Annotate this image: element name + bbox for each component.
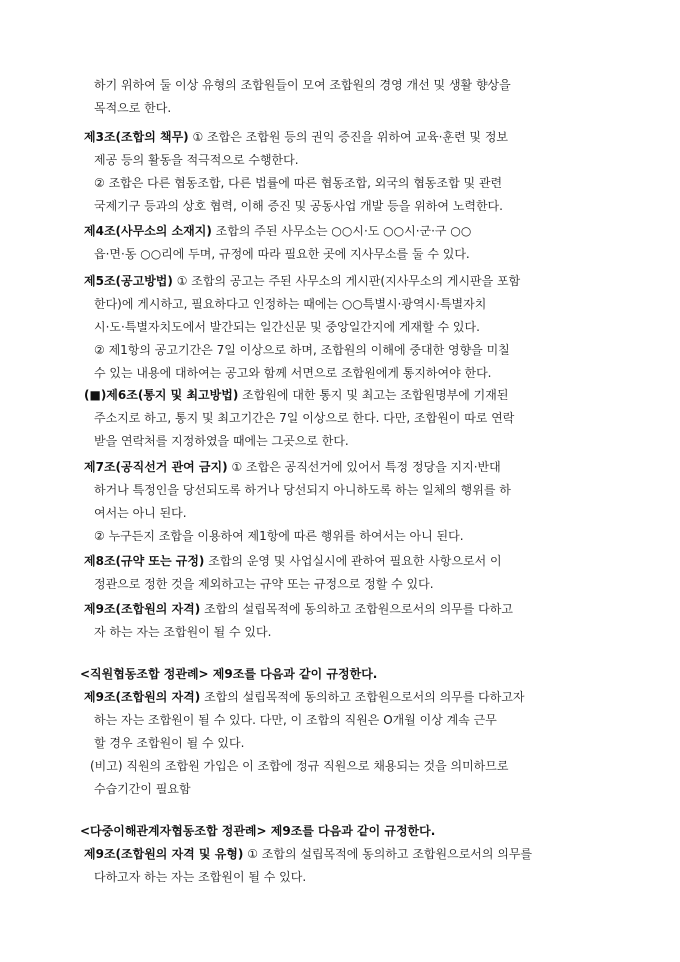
article-text: 읍·면·동 ○○리에 두며, 규정에 따라 필요한 곳에 지사무소를 둘 수 있다. <box>94 247 470 261</box>
staff-coop-section <box>80 663 596 686</box>
article-text: 조합의 운영 및 사업실시에 관하여 필요한 사항으로서 이 <box>208 554 502 568</box>
note-text: (비고) 직원의 조합원 가입은 이 조합에 정규 직원으로 채용되는 것을 의미하므로 <box>90 759 509 773</box>
article-5 <box>84 270 600 385</box>
section-heading: <다중이해관계자협동조합 정관례> 제9조를 다음과 같이 규정한다. <box>80 824 436 838</box>
article-text: ① 조합은 조합원 등의 권익 증진을 위하여 교육·훈련 및 정보 <box>192 130 509 144</box>
article-text: 자 하는 자는 조합원이 될 수 있다. <box>94 625 272 639</box>
article-6 <box>84 384 600 453</box>
article-text: 다하고자 하는 자는 조합원이 될 수 있다. <box>94 870 307 884</box>
article-text: 제공 등의 활동을 적극적으로 수행한다. <box>94 153 299 167</box>
article-text: 받을 연락처를 지정하였을 때에는 그곳으로 한다. <box>94 434 349 448</box>
article-title: 제9조(조합원의 자격) <box>84 690 201 704</box>
article-title: 제5조(공고방법) <box>84 274 173 288</box>
article-7 <box>84 456 600 548</box>
article-4 <box>84 220 600 266</box>
article-text: 할 경우 조합원이 될 수 있다. <box>94 736 245 750</box>
article-text: ② 누구든지 조합을 이용하여 제1항에 따른 행위를 하여서는 아니 된다. <box>94 529 464 543</box>
article-text: 여서는 아니 된다. <box>94 506 187 520</box>
article-title: 제7조(공직선거 관여 금지) <box>84 460 228 474</box>
article-text: ② 제1항의 공고기간은 7일 이상으로 하며, 조합원의 이해에 중대한 영향을 미칠 <box>94 343 510 357</box>
article-title: 제9조(조합원의 자격 및 유형) <box>84 847 244 861</box>
article-text: 조합원에 대한 통지 및 최고는 조합원명부에 기재된 <box>242 388 509 402</box>
article-title: 제8조(규약 또는 규정) <box>84 554 205 568</box>
intro-line: 하기 위하여 둘 이상 유형의 조합원들이 모여 조합원의 경영 개선 및 생활 향상을 <box>94 78 511 92</box>
article-title: 제4조(사무소의 소재지) <box>84 224 212 238</box>
article-3 <box>84 126 600 218</box>
intro-paragraph <box>84 74 600 120</box>
article-text: 주소지로 하고, 통지 및 최고기간은 7일 이상으로 한다. 다만, 조합원이 따로 연락 <box>94 411 515 425</box>
article-text: 조합의 설립목적에 동의하고 조합원으로서의 의무를 다하고 <box>204 602 513 616</box>
note-text: 수습기간이 필요함 <box>94 782 191 796</box>
article-title: (■)제6조(통지 및 최고방법) <box>84 388 239 402</box>
article-text: 정관으로 정한 것을 제외하고는 규약 또는 규정으로 정할 수 있다. <box>94 577 434 591</box>
article-text: 수 있는 내용에 대하여는 공고와 함께 서면으로 조합원에게 통지하여야 한다. <box>94 366 492 380</box>
multi-stakeholder-article-9 <box>84 843 600 889</box>
article-9 <box>84 598 600 644</box>
article-text: ② 조합은 다른 협동조합, 다른 법률에 따른 협동조합, 외국의 협동조합 및 관련 <box>94 176 503 190</box>
article-text: 조합의 설립목적에 동의하고 조합원으로서의 의무를 다하고자 <box>204 690 525 704</box>
multi-stakeholder-section <box>80 820 596 843</box>
article-text: 한다)에 게시하고, 필요하다고 인정하는 때에는 ○○특별시·광역시·특별자치 <box>94 297 487 311</box>
article-text: 하는 자는 조합원이 될 수 있다. 다만, 이 조합의 직원은 O개월 이상 계속 근무 <box>94 713 497 727</box>
article-8 <box>84 550 600 596</box>
article-text: 조합의 주된 사무소는 ○○시·도 ○○시·군·구 ○○ <box>215 224 472 238</box>
article-text: ① 조합의 설립목적에 동의하고 조합원으로서의 의무를 <box>247 847 533 861</box>
article-text: 하거나 특정인을 당선되도록 하거나 당선되지 아니하도록 하는 일체의 행위를 하 <box>94 483 511 497</box>
article-title: 제3조(조합의 책무) <box>84 130 189 144</box>
staff-coop-article-9 <box>84 686 600 801</box>
section-heading: <직원협동조합 정관례> 제9조를 다음과 같이 규정한다. <box>80 667 378 681</box>
article-text: 시·도·특별자치도에서 발간되는 일간신문 및 중앙일간지에 게재할 수 있다. <box>94 320 480 334</box>
intro-line: 목적으로 한다. <box>94 101 172 115</box>
article-text: ① 조합은 공직선거에 있어서 특정 정당을 지지·반대 <box>231 460 501 474</box>
article-title: 제9조(조합원의 자격) <box>84 602 201 616</box>
article-text: ① 조합의 공고는 주된 사무소의 게시판(지사무소의 게시판을 포함 <box>176 274 521 288</box>
article-text: 국제기구 등과의 상호 협력, 이해 증진 및 공동사업 개발 등을 위하여 노력한다. <box>94 199 503 213</box>
